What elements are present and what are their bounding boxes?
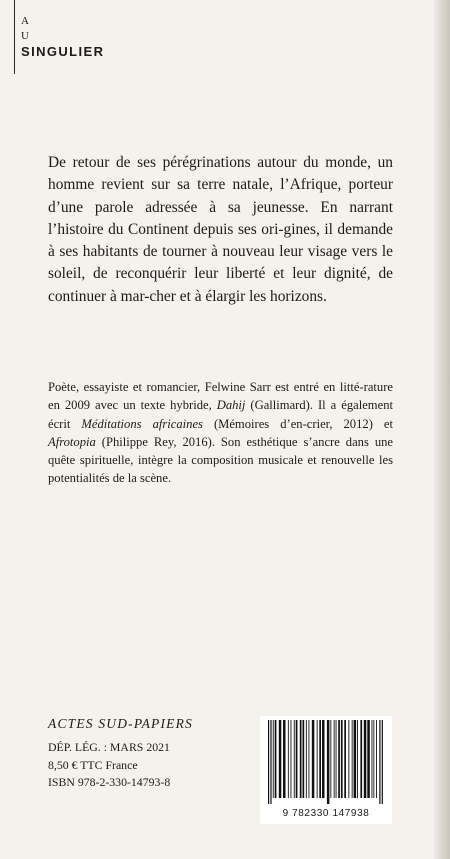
barcode-bar [344, 720, 346, 798]
barcode-bar [309, 720, 310, 798]
summary-line: gines, il demande à ses habitants de tourner à [48, 220, 393, 261]
author-bio [48, 378, 393, 488]
bio-text: rature en 2009 avec un texte hybride, [48, 380, 393, 413]
barcode-bar [372, 720, 373, 798]
summary-line: De retour de ses pérégrinations autour du monde, [48, 154, 371, 171]
price: 8,50 € TTC France [48, 757, 138, 772]
legal-info [48, 739, 170, 792]
barcode-bar [303, 720, 305, 798]
book-summary [48, 152, 393, 308]
publisher-name: ACTES SUD-PAPIERS [48, 716, 194, 731]
barcode-bar [300, 720, 302, 798]
summary-line: cher et à élargir les horizons. [149, 287, 327, 305]
barcode-bar [322, 720, 325, 798]
barcode-bar [360, 720, 362, 798]
bio-text: a également écrit [48, 398, 393, 431]
bio-title-dahij: Dahij [216, 398, 246, 413]
barcode-bar [288, 720, 289, 798]
barcode-bar [294, 720, 295, 798]
barcode-bar [382, 720, 383, 804]
barcode-bar [373, 720, 374, 798]
barcode-bar [275, 720, 277, 798]
series-logo [14, 0, 104, 74]
barcode-bar [352, 720, 353, 798]
barcode-bar [336, 720, 337, 798]
summary-line: narrant l’histoire du Continent depuis ses ori- [48, 198, 393, 238]
barcode-bar [291, 720, 292, 798]
barcode-bar [306, 720, 307, 798]
barcode-bar [376, 720, 377, 798]
barcode-bar [273, 720, 274, 798]
barcode-bar [364, 720, 367, 798]
barcode-bar [312, 720, 315, 798]
bio-text: Poète, essayiste et romancier, Felwine Sarr est entré en litté- [48, 380, 364, 394]
barcode-bar [367, 720, 370, 798]
barcode-digits: 9 782330 147938 [282, 808, 370, 819]
isbn: ISBN 978-2-330-14793-8 [48, 775, 171, 789]
bio-text: crier, 2012) et [306, 416, 393, 431]
spine-shadow [434, 0, 450, 859]
bio-text: (Gallimard). Il [245, 398, 326, 413]
barcode-bar [327, 720, 330, 804]
bio-title-afrotopia: Afrotopia [48, 434, 96, 449]
barcode-bar [270, 720, 271, 804]
barcode-bar [348, 720, 349, 798]
barcode-bar [379, 720, 380, 804]
series-letter-a: A [21, 15, 30, 27]
barcode-bar [296, 720, 298, 798]
barcode-bar [283, 720, 286, 798]
series-letter-u: U [21, 30, 30, 42]
legal-deposit: DÉP. LÉG. : MARS 2021 [48, 740, 170, 754]
barcode-bar [317, 720, 318, 798]
bio-text: (Philippe Rey, 2016). Son esthétique [95, 434, 298, 449]
barcode [260, 716, 392, 824]
barcode-bar [330, 720, 331, 798]
bio-text: musicale et renouvelle les potentialités de la scène. [48, 453, 394, 486]
bio-text: s’ancre dans une quête spirituelle, intègre la composition [48, 434, 393, 468]
summary-line: un homme revient sur sa terre natale, l’Afrique, [48, 154, 393, 194]
series-name: SINGULIER [21, 44, 105, 59]
summary-line: nouveau leur visage vers le soleil, de reconquérir [48, 243, 393, 283]
bio-text: (Mémoires d’en- [202, 416, 307, 431]
barcode-bar [279, 720, 282, 798]
barcode-bar [268, 720, 269, 804]
barcode-bar [338, 720, 340, 798]
barcode-bar [357, 720, 358, 798]
barcode-bar [341, 720, 343, 798]
barcode-bar [354, 720, 357, 798]
barcode-bar [334, 720, 335, 798]
summary-line: porteur d’une parole adressée à sa jeunesse. En [48, 176, 393, 216]
summary-line: leur liberté et leur dignité, de continuer à mar- [48, 265, 393, 305]
bio-title-meditations: Méditations africaines [81, 416, 203, 431]
barcode-bars [260, 716, 392, 808]
barcode-bar [319, 720, 321, 798]
